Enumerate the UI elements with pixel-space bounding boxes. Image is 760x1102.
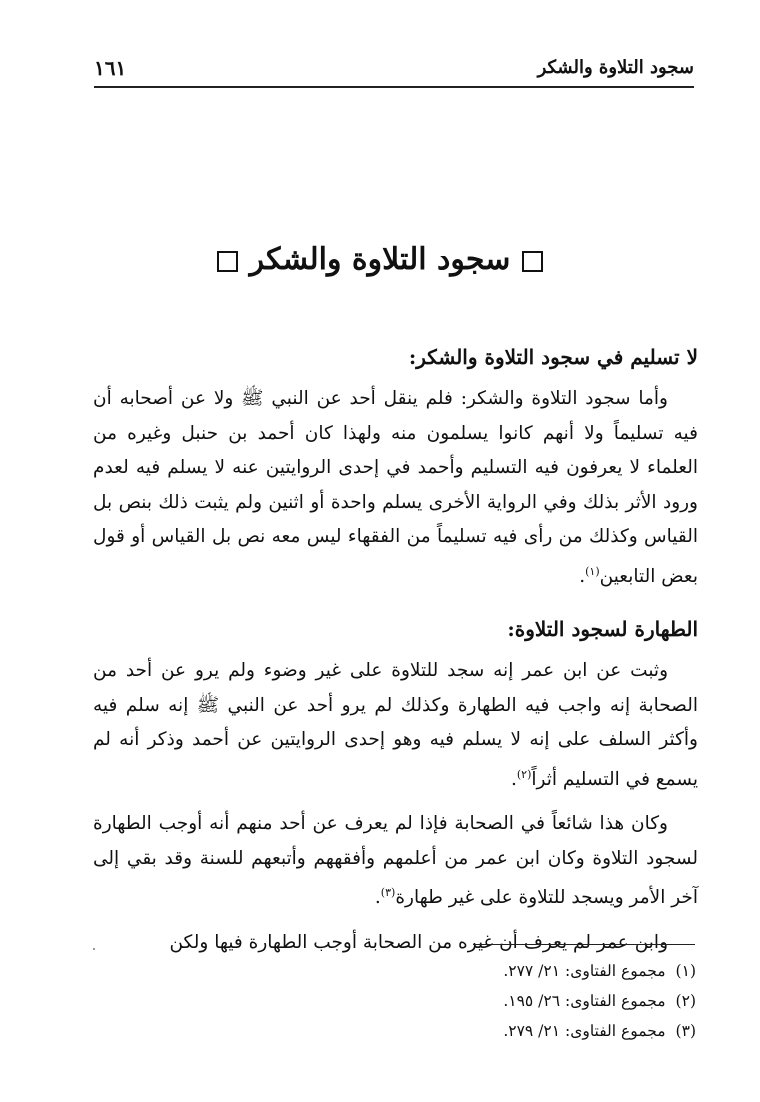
footnote-text: مجموع الفتاوى: ٢١/ ٢٧٩. bbox=[503, 1022, 666, 1040]
section-heading-tahara: الطهارة لسجود التلاوة: bbox=[507, 617, 698, 642]
paragraph-text: وثبت عن ابن عمر إنه سجد للتلاوة على غير وضوء ولم يرو عن أحد من الصحابة إنه واجب فيه الطهارة وكذلك لم يرو أحد عن النبي ﷺ إنه سلم فيه وأكثر السلف على إنه لا يسلم فيه وهو إحدى الروايتين عن أحمد وذكر أنه لم يسمع في التسليم أثراً bbox=[93, 660, 698, 790]
footnote-number: (٢) bbox=[675, 992, 696, 1010]
paragraph-text: وأما سجود التلاوة والشكر: فلم ينقل أحد عن النبي ﷺ ولا عن أصحابه أن فيه تسليماً ولا أنهم كانوا يسلمون منه ولهذا كان أحمد بن حنبل وغيره من العلماء لا يعرفون فيه التسليم وأحمد في إحدى الروايتين عنه لا يسلم فيه لعدم ورود الأثر بذلك وفي الرواية الأخرى يسلم واحدة أو اثنين ولم يثبت ذلك بنص بل القياس وكذلك من رأى فيه تسليماً من الفقهاء ليس معه نص بل القياس أو قول بعض التابعين bbox=[93, 388, 698, 587]
running-title: سجود التلاوة والشكر bbox=[537, 57, 694, 78]
square-ornament-icon bbox=[217, 251, 238, 272]
section-heading-no-tasleem: لا تسليم في سجود التلاوة والشكر: bbox=[408, 345, 698, 369]
footnote-text: مجموع الفتاوى: ٢٦/ ١٩٥. bbox=[503, 992, 666, 1010]
square-ornament-icon bbox=[522, 251, 543, 272]
footnote bbox=[366, 1016, 696, 1046]
paragraph-text: وابن عمر لم يعرف أن غيره من الصحابة أوجب الطهارة فيها ولكن bbox=[169, 931, 668, 953]
page-number: ١٦١ bbox=[94, 56, 127, 80]
paragraph bbox=[93, 382, 698, 594]
footnote-number: (١) bbox=[675, 962, 696, 980]
footnote-ref: (١) bbox=[585, 564, 600, 578]
paragraph-text: وكان هذا شائعاً في الصحابة فإذا لم يعرف عن أحد منهم أنه أوجب الطهارة لسجود التلاوة وكان ابن عمر من أعلمهم وأفقههم وأتبعهم للسنة وقد بقي إلى آخر الأمر ويسجد للتلاوة على غير طهارة bbox=[93, 813, 698, 909]
paragraph bbox=[93, 807, 698, 916]
footnote-number: (٣) bbox=[675, 1022, 696, 1040]
page-header bbox=[94, 52, 694, 88]
footnote bbox=[366, 986, 696, 1016]
paragraph-end: . bbox=[374, 887, 381, 909]
footnote-ref: (٢) bbox=[516, 767, 532, 781]
paragraph-end: . bbox=[579, 565, 586, 587]
paragraph bbox=[93, 654, 698, 797]
footnotes bbox=[366, 956, 696, 1046]
scan-speck bbox=[93, 948, 95, 950]
footnote-ref: (٣) bbox=[380, 886, 396, 900]
page-body bbox=[93, 340, 698, 970]
footnote-text: مجموع الفتاوى: ٢١/ ٢٧٧. bbox=[503, 962, 666, 980]
chapter-title-text: سجود التلاوة والشكر bbox=[249, 242, 511, 277]
chapter-title bbox=[0, 242, 760, 277]
paragraph-end: . bbox=[510, 768, 517, 790]
footnote bbox=[366, 956, 696, 986]
footnote-divider bbox=[473, 944, 695, 945]
